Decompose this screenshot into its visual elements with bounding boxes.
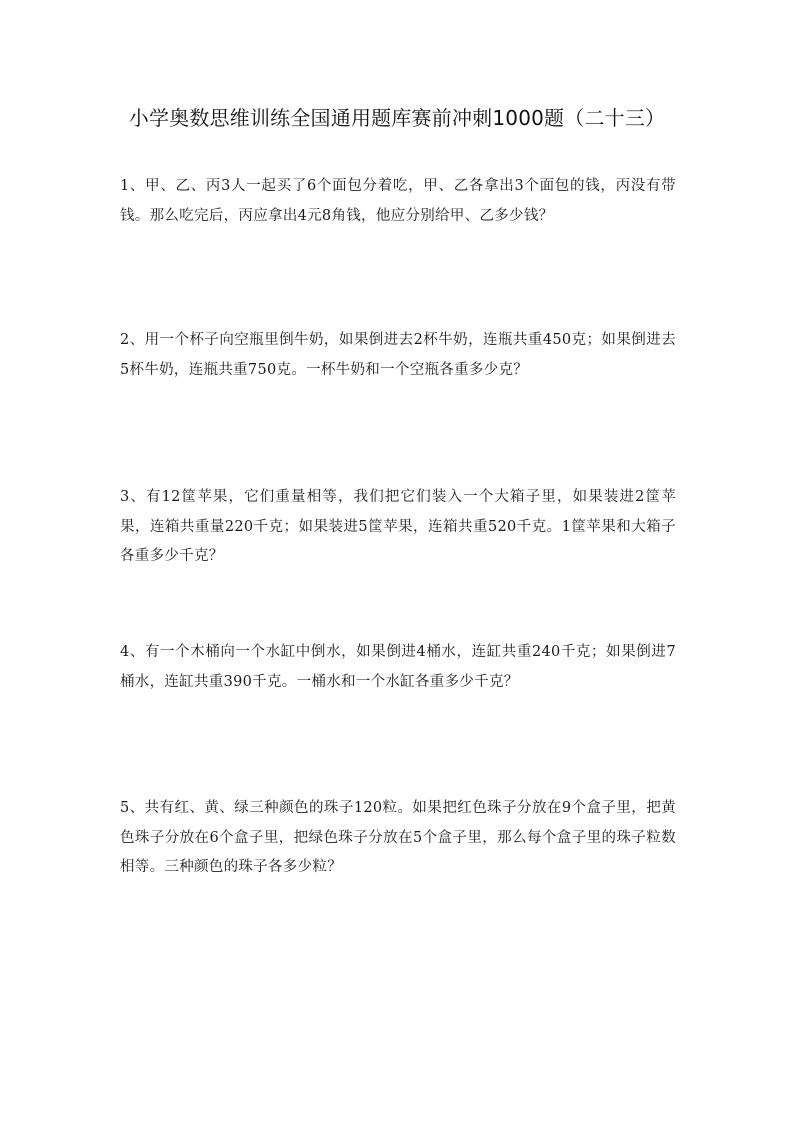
question-4: 4、有一个木桶向一个水缸中倒水，如果倒进4桶水，连缸共重240千克；如果倒进7桶水，连缸共重390千克。一桶水和一个水缸各重多少千克？ — [120, 644, 676, 690]
question-2: 2、用一个杯子向空瓶里倒牛奶，如果倒进去2杯牛奶，连瓶共重450克；如果倒进去5杯牛奶，连瓶共重750克。一杯牛奶和一个空瓶各重多少克？ — [120, 332, 676, 378]
question-5: 5、共有红、黄、绿三种颜色的珠子120粒。如果把红色珠子分放在9个盒子里，把黄色珠子分放在6个盒子里，把绿色珠子分放在5个盒子里，那么每个盒子里的珠子粒数相等。三种颜色的珠子各多少粒？ — [120, 800, 676, 875]
question-3: 3、有12筐苹果，它们重量相等，我们把它们装入一个大箱子里，如果装进2筐苹果，连箱共重量220千克；如果装进5筐苹果，连箱共重520千克。1筐苹果和大箱子各重多少千克？ — [120, 489, 676, 564]
question-1: 1、甲、乙、丙3人一起买了6个面包分着吃，甲、乙各拿出3个面包的钱，丙没有带钱。那么吃完后，丙应拿出4元8角钱，他应分别给甲、乙多少钱？ — [120, 178, 676, 224]
document-title: 小学奥数思维训练全国通用题库赛前冲刺1000题（二十三） — [128, 106, 666, 130]
